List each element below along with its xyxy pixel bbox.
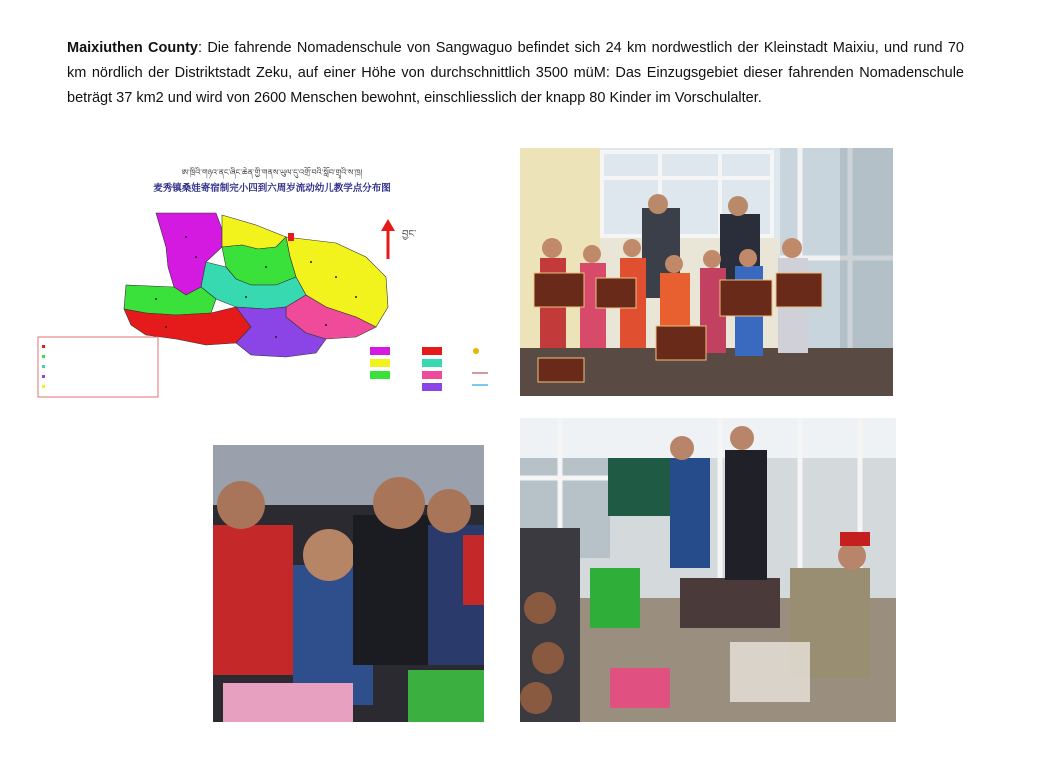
- paragraph-body: : Die fahrende Nomadenschule von Sangwaguo befindet sich 24 km nordwestlich der Kleinstadt Maixiu, und rund 70 km nördlich der Distriktstadt Zeku, auf einer Höhe von durchschnittlich 3500 müM: Das Einzugsgebiet dieser fahrenden Nomadenschule beträgt 37 km2 und wird von 2600 Menschen bewohnt, einschliesslich der knapp 80 Kinder im Vorschulalter.: [67, 40, 964, 106]
- classroom-group-photo: [520, 148, 893, 396]
- children-closeup-photo: [213, 445, 484, 722]
- distribution-map: [36, 167, 508, 403]
- map-tibetan-title: ཨ་ཁྲིའི་གཉའ་ནང་ཞིང་ཆེན་གྱི་གནས་ཡུལ་དུ་འགྲོ་བའི་སློབ་གྲྭའི་ས་ཁྲ།: [181, 168, 363, 177]
- county-name: Maixiuthen County: [67, 40, 198, 56]
- intro-paragraph: [67, 36, 964, 111]
- map-north-label: བྱང་: [402, 229, 417, 240]
- map-chinese-title: 麦秀镇桑娃寄宿制完小四到六周岁流动幼儿教学点分布图: [153, 183, 391, 194]
- classroom-visit-photo: [520, 418, 896, 722]
